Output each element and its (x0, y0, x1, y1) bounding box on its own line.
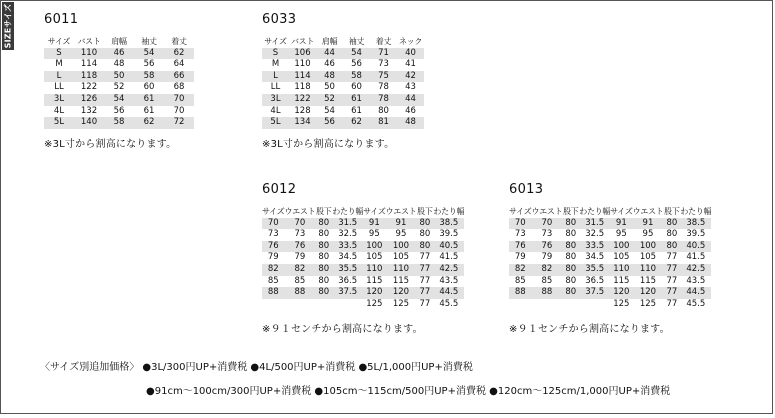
table-cell: 39.5 (680, 229, 711, 241)
table-row (262, 71, 424, 83)
table-cell: 91 (610, 218, 632, 230)
model-number: 6012 (262, 182, 297, 197)
table-cell: 46 (397, 106, 424, 118)
table-cell: 110 (363, 264, 385, 276)
column-header: サイズ (47, 37, 71, 46)
table-cell: 82 (531, 264, 562, 276)
table-cell: 61 (343, 106, 370, 118)
table-cell: 106 (289, 48, 316, 60)
price-item: ●105cm～115cm/500円UP+消費税 (314, 386, 486, 397)
table-cell: 105 (363, 252, 385, 264)
table-row (509, 276, 711, 288)
table-cell: 70 (509, 218, 531, 230)
table-cell: LL (44, 82, 74, 94)
table-cell: 80 (562, 287, 579, 299)
table-cell: 125 (363, 299, 385, 311)
table-cell: 4L (262, 106, 289, 118)
table-row (262, 229, 464, 241)
table-cell: 81 (370, 117, 397, 129)
table-cell: 79 (531, 252, 562, 264)
table-row (44, 82, 194, 94)
table-cell: 70 (164, 94, 194, 106)
table-cell: 58 (343, 71, 370, 83)
note: ※９１センチから割高になります。 (509, 324, 670, 336)
column-header: サイズ (610, 207, 633, 216)
table-cell: 39.5 (433, 229, 464, 241)
column-header: 着丈 (171, 37, 187, 46)
table-cell: 118 (289, 82, 316, 94)
size-tab-label: SIZEサイズ (3, 3, 13, 49)
table-cell: 62 (134, 117, 164, 129)
table-cell (332, 299, 363, 311)
table-cell: 35.5 (332, 264, 363, 276)
table-cell: 34.5 (579, 252, 610, 264)
table-cell: 58 (104, 117, 134, 129)
table-cell: 58 (134, 71, 164, 83)
size-block-6011 (44, 12, 194, 150)
table-cell: 56 (343, 59, 370, 71)
table-cell: 46 (104, 48, 134, 60)
table-cell: 34.5 (332, 252, 363, 264)
table-cell: 56 (104, 106, 134, 118)
table-cell: 80 (562, 241, 579, 253)
extra-price-label: 〈サイズ別追加価格〉 (40, 362, 140, 373)
table-cell: 77 (416, 299, 433, 311)
table-cell: 50 (316, 82, 343, 94)
table-cell: 126 (74, 94, 104, 106)
price-item: ●5L/1,000円UP+消費税 (358, 362, 473, 373)
table-cell: 100 (610, 241, 632, 253)
table-cell: 43.5 (680, 276, 711, 288)
table-cell: 31.5 (332, 218, 363, 230)
table-cell: 5L (262, 117, 289, 129)
table-cell: 110 (610, 264, 632, 276)
table-cell: 80 (562, 218, 579, 230)
table-cell: 82 (284, 264, 315, 276)
table-cell: 61 (343, 94, 370, 106)
table-cell: 45.5 (433, 299, 464, 311)
table-cell: 70 (164, 106, 194, 118)
table-cell: 134 (289, 117, 316, 129)
table-cell: 48 (397, 117, 424, 129)
table-cell: 80 (370, 106, 397, 118)
table-cell: 80 (315, 218, 332, 230)
size-table (509, 206, 711, 310)
table-cell (579, 299, 610, 311)
column-header: バスト (77, 37, 101, 46)
table-cell: 41 (397, 59, 424, 71)
table-cell: 36.5 (579, 276, 610, 288)
table-cell: 4L (44, 106, 74, 118)
column-header: わたり幅 (332, 207, 364, 216)
table-cell: 76 (509, 241, 531, 253)
table-cell: 5L (44, 117, 74, 129)
column-header: 股下 (316, 207, 332, 216)
table-cell: 95 (386, 229, 417, 241)
table-cell: 72 (164, 117, 194, 129)
table-cell: 77 (416, 252, 433, 264)
model-number: 6011 (44, 12, 79, 27)
table-row (262, 48, 424, 60)
table-row (262, 94, 424, 106)
table-cell: 61 (134, 94, 164, 106)
model-number: 6013 (509, 182, 544, 197)
table-row (509, 299, 711, 311)
extra-price-section (40, 358, 671, 397)
table-row (509, 229, 711, 241)
column-header: ウエスト (385, 207, 417, 216)
table-row (262, 241, 464, 253)
table-row (44, 59, 194, 71)
table-row (262, 82, 424, 94)
table-cell: 44 (316, 48, 343, 60)
table-cell: 50 (104, 71, 134, 83)
table-cell: 33.5 (579, 241, 610, 253)
table-cell: 122 (289, 94, 316, 106)
column-header: 着丈 (375, 37, 392, 46)
table-cell: 77 (663, 276, 680, 288)
table-cell (509, 299, 531, 311)
table-cell: 48 (316, 71, 343, 83)
price-item: ●120cm～125cm/1,000円UP+消費税 (489, 386, 671, 397)
column-header: ウエスト (284, 207, 316, 216)
table-row (262, 106, 424, 118)
table-cell: 42.5 (680, 264, 711, 276)
table-cell: 91 (363, 218, 385, 230)
table-cell: 54 (134, 48, 164, 60)
table-cell: 80 (562, 252, 579, 264)
table-cell: 110 (386, 264, 417, 276)
size-table (262, 206, 464, 310)
table-cell: 120 (363, 287, 385, 299)
column-header: 肩幅 (321, 37, 338, 46)
table-cell: 36.5 (332, 276, 363, 288)
table-cell: 38.5 (433, 218, 464, 230)
table-row (509, 252, 711, 264)
table-cell: 80 (315, 276, 332, 288)
table-cell: 70 (531, 218, 562, 230)
table-cell: M (44, 59, 74, 71)
table-cell (531, 299, 562, 311)
table-cell: 48 (104, 59, 134, 71)
column-header: ウエスト (531, 207, 563, 216)
table-cell: 3L (262, 94, 289, 106)
table-row (509, 241, 711, 253)
table-cell: 54 (104, 94, 134, 106)
table-cell: 80 (416, 241, 433, 253)
table-row (262, 299, 464, 311)
table-cell: 100 (633, 241, 664, 253)
column-header: ネック (398, 37, 423, 46)
size-tab (2, 2, 14, 50)
column-header: わたり幅 (579, 207, 611, 216)
table-cell: 80 (562, 276, 579, 288)
table-cell: 78 (370, 94, 397, 106)
table-cell: 88 (262, 287, 284, 299)
table-cell: 40.5 (433, 241, 464, 253)
table-cell: 42.5 (433, 264, 464, 276)
table-cell: 80 (562, 264, 579, 276)
table-row (262, 287, 464, 299)
table-cell: 64 (164, 59, 194, 71)
table-cell: 43 (397, 82, 424, 94)
table-cell: 66 (164, 71, 194, 83)
table-cell: 85 (284, 276, 315, 288)
table-cell: 76 (531, 241, 562, 253)
table-cell: 132 (74, 106, 104, 118)
table-cell: 77 (663, 252, 680, 264)
table-cell: 73 (509, 229, 531, 241)
table-cell: 105 (610, 252, 632, 264)
price-item: ●91cm～100cm/300円UP+消費税 (146, 386, 312, 397)
table-cell: 76 (284, 241, 315, 253)
table-cell: 114 (74, 59, 104, 71)
table-cell: 70 (262, 218, 284, 230)
table-cell: 80 (416, 218, 433, 230)
table-cell: 85 (509, 276, 531, 288)
table-cell (315, 299, 332, 311)
table-cell: 100 (363, 241, 385, 253)
table-cell: 122 (74, 82, 104, 94)
table-row (44, 117, 194, 129)
table-cell: 41.5 (433, 252, 464, 264)
table-cell: 80 (663, 229, 680, 241)
price-item: ●3L/300円UP+消費税 (142, 362, 248, 373)
table-cell: 73 (262, 229, 284, 241)
table-cell: 80 (315, 287, 332, 299)
table-cell: 110 (74, 48, 104, 60)
table-cell: 125 (610, 299, 632, 311)
table-cell: 32.5 (579, 229, 610, 241)
table-row (262, 252, 464, 264)
table-cell: 128 (289, 106, 316, 118)
table-cell: L (262, 71, 289, 83)
table-cell: 85 (531, 276, 562, 288)
table-row (262, 218, 464, 230)
table-cell: 62 (164, 48, 194, 60)
table-cell: 38.5 (680, 218, 711, 230)
column-header: 袖丈 (141, 37, 157, 46)
table-cell: 77 (663, 264, 680, 276)
table-cell (562, 299, 579, 311)
column-header: サイズ (363, 207, 386, 216)
table-cell: 80 (315, 241, 332, 253)
table-cell: 40.5 (680, 241, 711, 253)
table-cell: 35.5 (579, 264, 610, 276)
table-cell: 60 (134, 82, 164, 94)
column-header: サイズ (262, 207, 285, 216)
table-cell: 43.5 (433, 276, 464, 288)
column-header: わたり幅 (680, 207, 712, 216)
table-cell: 80 (562, 229, 579, 241)
table-cell: 80 (663, 218, 680, 230)
column-header: 袖丈 (348, 37, 365, 46)
table-cell: 42 (397, 71, 424, 83)
table-cell: S (262, 48, 289, 60)
table-cell: 110 (633, 264, 664, 276)
table-cell: 41.5 (680, 252, 711, 264)
table-cell: 40 (397, 48, 424, 60)
table-cell: 70 (284, 218, 315, 230)
table-cell: 71 (370, 48, 397, 60)
table-cell: 82 (262, 264, 284, 276)
table-cell: 140 (74, 117, 104, 129)
table-cell: 77 (663, 299, 680, 311)
table-cell: 105 (386, 252, 417, 264)
table-cell: 105 (633, 252, 664, 264)
column-header: 股下 (664, 207, 680, 216)
table-cell: 110 (289, 59, 316, 71)
table-cell: 88 (509, 287, 531, 299)
table-cell: 33.5 (332, 241, 363, 253)
table-cell: 68 (164, 82, 194, 94)
table-cell: 54 (316, 106, 343, 118)
table-cell (262, 299, 284, 311)
table-cell: 115 (610, 276, 632, 288)
table-row (262, 117, 424, 129)
column-header: バスト (290, 37, 315, 46)
table-cell: 75 (370, 71, 397, 83)
table-row (44, 48, 194, 60)
table-cell: 79 (262, 252, 284, 264)
table-cell: 85 (262, 276, 284, 288)
table-cell: 77 (416, 276, 433, 288)
table-row (262, 276, 464, 288)
table-cell: 125 (633, 299, 664, 311)
table-cell: 73 (370, 59, 397, 71)
table-cell: 77 (416, 287, 433, 299)
table-cell: 62 (343, 117, 370, 129)
table-cell: 54 (343, 48, 370, 60)
table-cell: 80 (416, 229, 433, 241)
table-row (44, 106, 194, 118)
size-block-6012 (262, 182, 464, 335)
table-row (44, 94, 194, 106)
table-cell: 114 (289, 71, 316, 83)
table-cell: 80 (315, 264, 332, 276)
note: ※９１センチから割高になります。 (262, 324, 423, 336)
table-cell: 52 (104, 82, 134, 94)
table-cell: S (44, 48, 74, 60)
table-cell: 120 (610, 287, 632, 299)
table-cell: 77 (416, 264, 433, 276)
table-row (509, 264, 711, 276)
table-cell: 125 (386, 299, 417, 311)
table-cell: 32.5 (332, 229, 363, 241)
note: ※3L寸から割高になります。 (262, 138, 395, 150)
column-header: わたり幅 (433, 207, 465, 216)
table-cell: 79 (284, 252, 315, 264)
table-row (262, 264, 464, 276)
table-cell: 120 (386, 287, 417, 299)
table-cell: 91 (633, 218, 664, 230)
table-cell: 80 (315, 229, 332, 241)
note: ※3L寸から割高になります。 (44, 138, 177, 150)
column-header: サイズ (264, 37, 287, 46)
table-cell: 115 (633, 276, 664, 288)
column-header: 股下 (563, 207, 579, 216)
table-cell: 37.5 (332, 287, 363, 299)
table-cell: 118 (74, 71, 104, 83)
table-cell: 76 (262, 241, 284, 253)
table-cell: 56 (134, 59, 164, 71)
table-cell: 115 (363, 276, 385, 288)
table-cell: 100 (386, 241, 417, 253)
table-cell: 45.5 (680, 299, 711, 311)
size-table (262, 36, 424, 129)
table-cell: 46 (316, 59, 343, 71)
table-cell: 37.5 (579, 287, 610, 299)
table-row (509, 287, 711, 299)
table-row (509, 218, 711, 230)
table-cell: 77 (663, 287, 680, 299)
table-cell: 95 (363, 229, 385, 241)
table-cell: 3L (44, 94, 74, 106)
table-cell: 95 (610, 229, 632, 241)
table-cell: 79 (509, 252, 531, 264)
table-cell: 88 (531, 287, 562, 299)
column-header: サイズ (509, 207, 532, 216)
table-row (262, 59, 424, 71)
size-block-6013 (509, 182, 711, 335)
table-cell: 73 (284, 229, 315, 241)
table-cell (284, 299, 315, 311)
size-table (44, 36, 194, 129)
table-cell: 52 (316, 94, 343, 106)
model-number: 6033 (262, 12, 297, 27)
table-cell: 120 (633, 287, 664, 299)
table-cell: M (262, 59, 289, 71)
table-cell: 82 (509, 264, 531, 276)
table-cell: 91 (386, 218, 417, 230)
table-cell: 60 (343, 82, 370, 94)
table-cell: 56 (316, 117, 343, 129)
table-cell: 80 (663, 241, 680, 253)
table-cell: 44.5 (433, 287, 464, 299)
table-cell: 88 (284, 287, 315, 299)
table-cell: 95 (633, 229, 664, 241)
column-header: 股下 (417, 207, 433, 216)
table-cell: 115 (386, 276, 417, 288)
size-block-6033 (262, 12, 424, 150)
table-cell: LL (262, 82, 289, 94)
table-cell: 44.5 (680, 287, 711, 299)
table-cell: 73 (531, 229, 562, 241)
column-header: ウエスト (632, 207, 664, 216)
table-cell: 80 (315, 252, 332, 264)
table-row (44, 71, 194, 83)
price-item: ●4L/500円UP+消費税 (250, 362, 356, 373)
table-cell: 78 (370, 82, 397, 94)
table-cell: 61 (134, 106, 164, 118)
table-cell: L (44, 71, 74, 83)
column-header: 肩幅 (111, 37, 127, 46)
table-cell: 31.5 (579, 218, 610, 230)
table-cell: 44 (397, 94, 424, 106)
